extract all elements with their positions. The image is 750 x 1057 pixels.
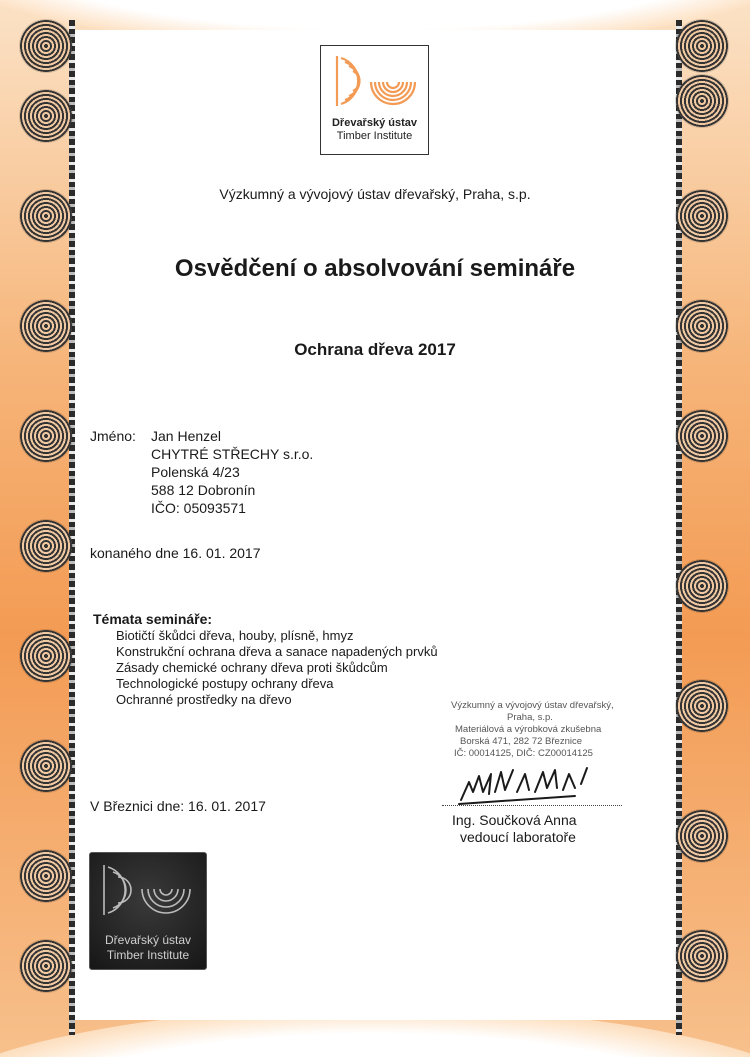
topic-item: Zásady chemické ochrany dřeva proti škůdcům [116, 660, 388, 675]
seal-rings-icon [90, 853, 206, 933]
ring-ornament [20, 410, 72, 462]
topic-item: Technologické postupy ochrany dřeva [116, 676, 334, 691]
signature-line [442, 805, 622, 806]
company-ico: IČO: 05093571 [151, 500, 246, 516]
institute-logo [320, 45, 429, 155]
seminar-title: Ochrana dřeva 2017 [294, 340, 456, 359]
company-city: 588 12 Dobronín [151, 482, 256, 498]
person-name: Jan Henzel [151, 428, 222, 444]
ring-ornament [20, 850, 72, 902]
signatory-role: vedoucí laboratoře [460, 829, 576, 845]
ring-ornament [676, 930, 728, 982]
logo-name-en: Timber Institute [336, 130, 413, 142]
certificate-title: Osvědčení o absolvování semináře [174, 255, 576, 282]
held-date: konaného dne 16. 01. 2017 [90, 545, 261, 561]
place-date: V Březnici dne: 16. 01. 2017 [90, 798, 266, 814]
ring-ornament [20, 740, 72, 792]
right-border-strip [676, 20, 682, 1035]
institute-name: Výzkumný a vývojový ústav dřevařský, Praha, s.p. [219, 186, 531, 202]
stamp-line: Materiálová a výrobková zkušebna [455, 724, 602, 735]
name-label: Jméno: [90, 428, 136, 444]
stamp-line: Výzkumný a vývojový ústav dřevařský, [451, 700, 614, 711]
ring-ornament [676, 810, 728, 862]
stamp-line: IČ: 00014125, DIČ: CZ00014125 [454, 748, 593, 759]
signature-icon [455, 762, 615, 808]
logo-rings-icon [321, 46, 427, 120]
topic-item: Ochranné prostředky na dřevo [116, 692, 292, 707]
company-name: CHYTRÉ STŘECHY s.r.o. [151, 446, 314, 462]
ring-ornament [20, 630, 72, 682]
ring-ornament [20, 90, 72, 142]
stamp-line: Praha, s.p. [507, 712, 553, 723]
signatory-name: Ing. Součková Anna [452, 812, 577, 828]
stamp-line: Borská 471, 282 72 Březnice [460, 736, 582, 747]
logo-name-cz: Dřevařský ústav [331, 117, 417, 129]
topic-item: Konstrukční ochrana dřeva a sanace napadených prvků [116, 644, 438, 659]
embossed-seal [89, 852, 207, 970]
ring-ornament [20, 20, 72, 72]
ring-ornament [20, 520, 72, 572]
topic-item: Biotičtí škůdci dřeva, houby, plísně, hmyz [116, 628, 354, 643]
ring-ornament [676, 560, 728, 612]
topics-heading: Témata semináře: [93, 611, 213, 627]
ring-ornament [20, 940, 72, 992]
company-street: Polenská 4/23 [151, 464, 240, 480]
ring-ornament [676, 75, 728, 127]
seal-name-cz: Dřevařský ústav [104, 933, 192, 947]
ring-ornament [676, 410, 728, 462]
ring-ornament [676, 680, 728, 732]
seal-name-en: Timber Institute [106, 948, 190, 962]
ring-ornament [676, 20, 728, 72]
